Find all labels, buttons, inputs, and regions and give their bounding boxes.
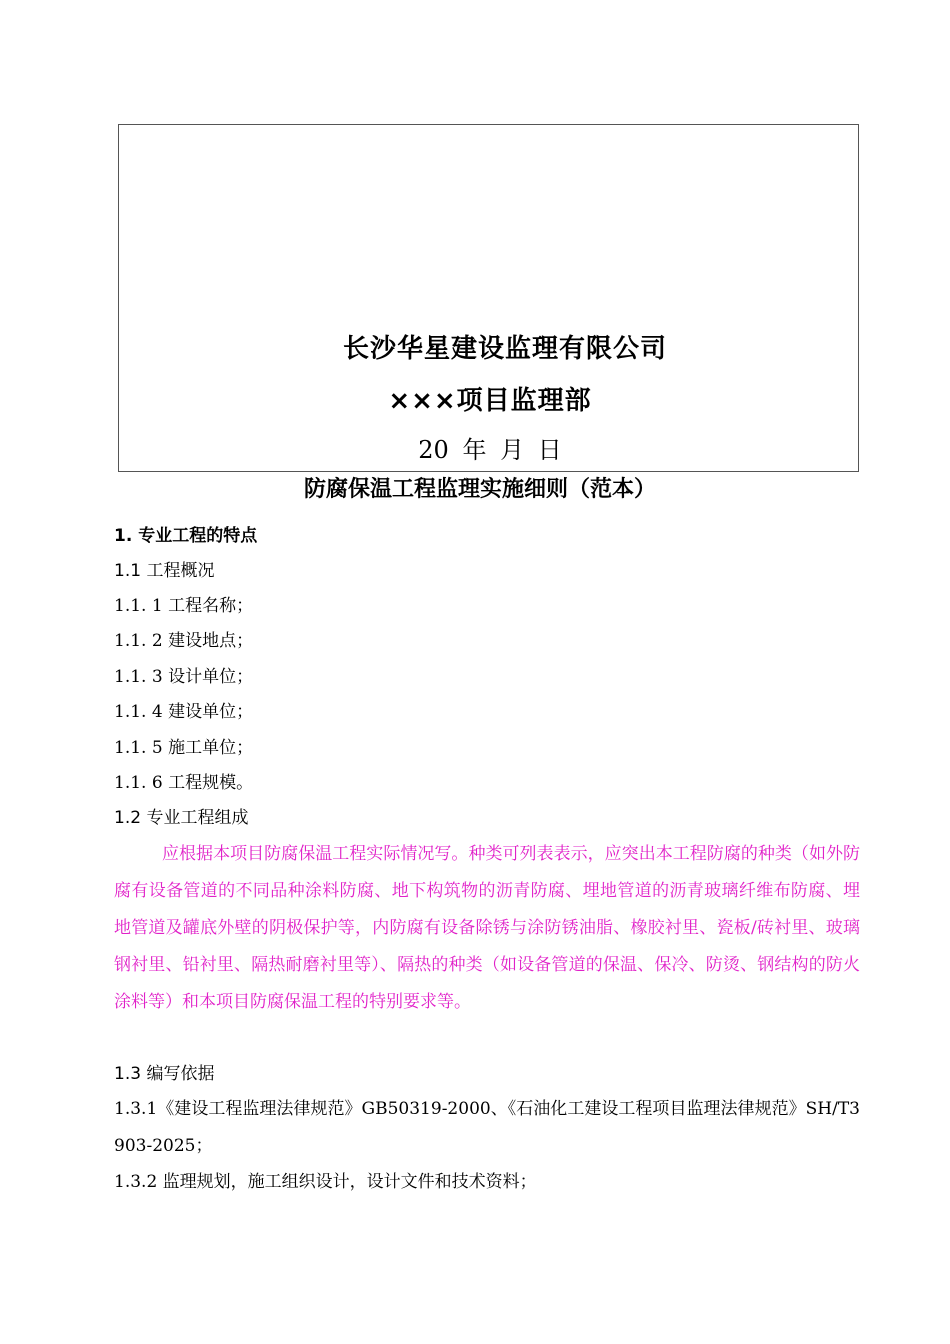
section-1-2-body: 应根据本项目防腐保温工程实际情况写。种类可列表表示，应突出本工程防腐的种类（如外防腐有设备管道的不同品种涂料防腐、地下构筑物的沥青防腐、埋地管道的沥青玻璃纤维布防腐、埋地管道及罐底外壁的阴极保护等，内防腐有设备除锈与涂防锈油脂、橡胶衬里、瓷板/砖衬里、玻璃钢衬里、铅衬里、隔热耐磨衬里等）、隔热的种类（如设备管道的保温、保冷、防烫、钢结构的防火涂料等）和本项目防腐保温工程的特别要求等。	[114, 844, 860, 1012]
department-name: ×××项目监理部	[388, 386, 592, 416]
list-item: 1.1. 1 工程名称；	[114, 596, 254, 616]
section-1-heading: 1. 专业工程的特点	[114, 526, 258, 546]
section-1-3-heading: 1.3 编写依据	[114, 1064, 215, 1084]
section-1-1-heading: 1.1 工程概况	[114, 561, 215, 581]
section-1-3-2: 1.3.2 监理规划，施工组织设计，设计文件和技术资料；	[114, 1172, 537, 1192]
section-1-3-1: 1.3.1《建设工程监理法律规范》GB50319-2000、《石油化工建设工程项目监理法律规范》SH/T3903-2025；	[114, 1099, 860, 1156]
list-item: 1.1. 2 建设地点；	[114, 631, 254, 651]
document-title: 防腐保温工程监理实施细则（范本）	[303, 477, 656, 502]
company-name: 长沙华星建设监理有限公司	[342, 334, 667, 364]
list-item: 1.1. 5 施工单位；	[114, 738, 254, 758]
list-item: 1.1. 6 工程规模。	[114, 773, 254, 793]
section-1-2-heading: 1.2 专业工程组成	[114, 808, 249, 828]
list-item: 1.1. 4 建设单位；	[114, 702, 254, 722]
list-item: 1.1. 3 设计单位；	[114, 667, 254, 687]
cover-date: 20 年 月 日	[418, 436, 562, 464]
cover-box	[118, 124, 859, 472]
